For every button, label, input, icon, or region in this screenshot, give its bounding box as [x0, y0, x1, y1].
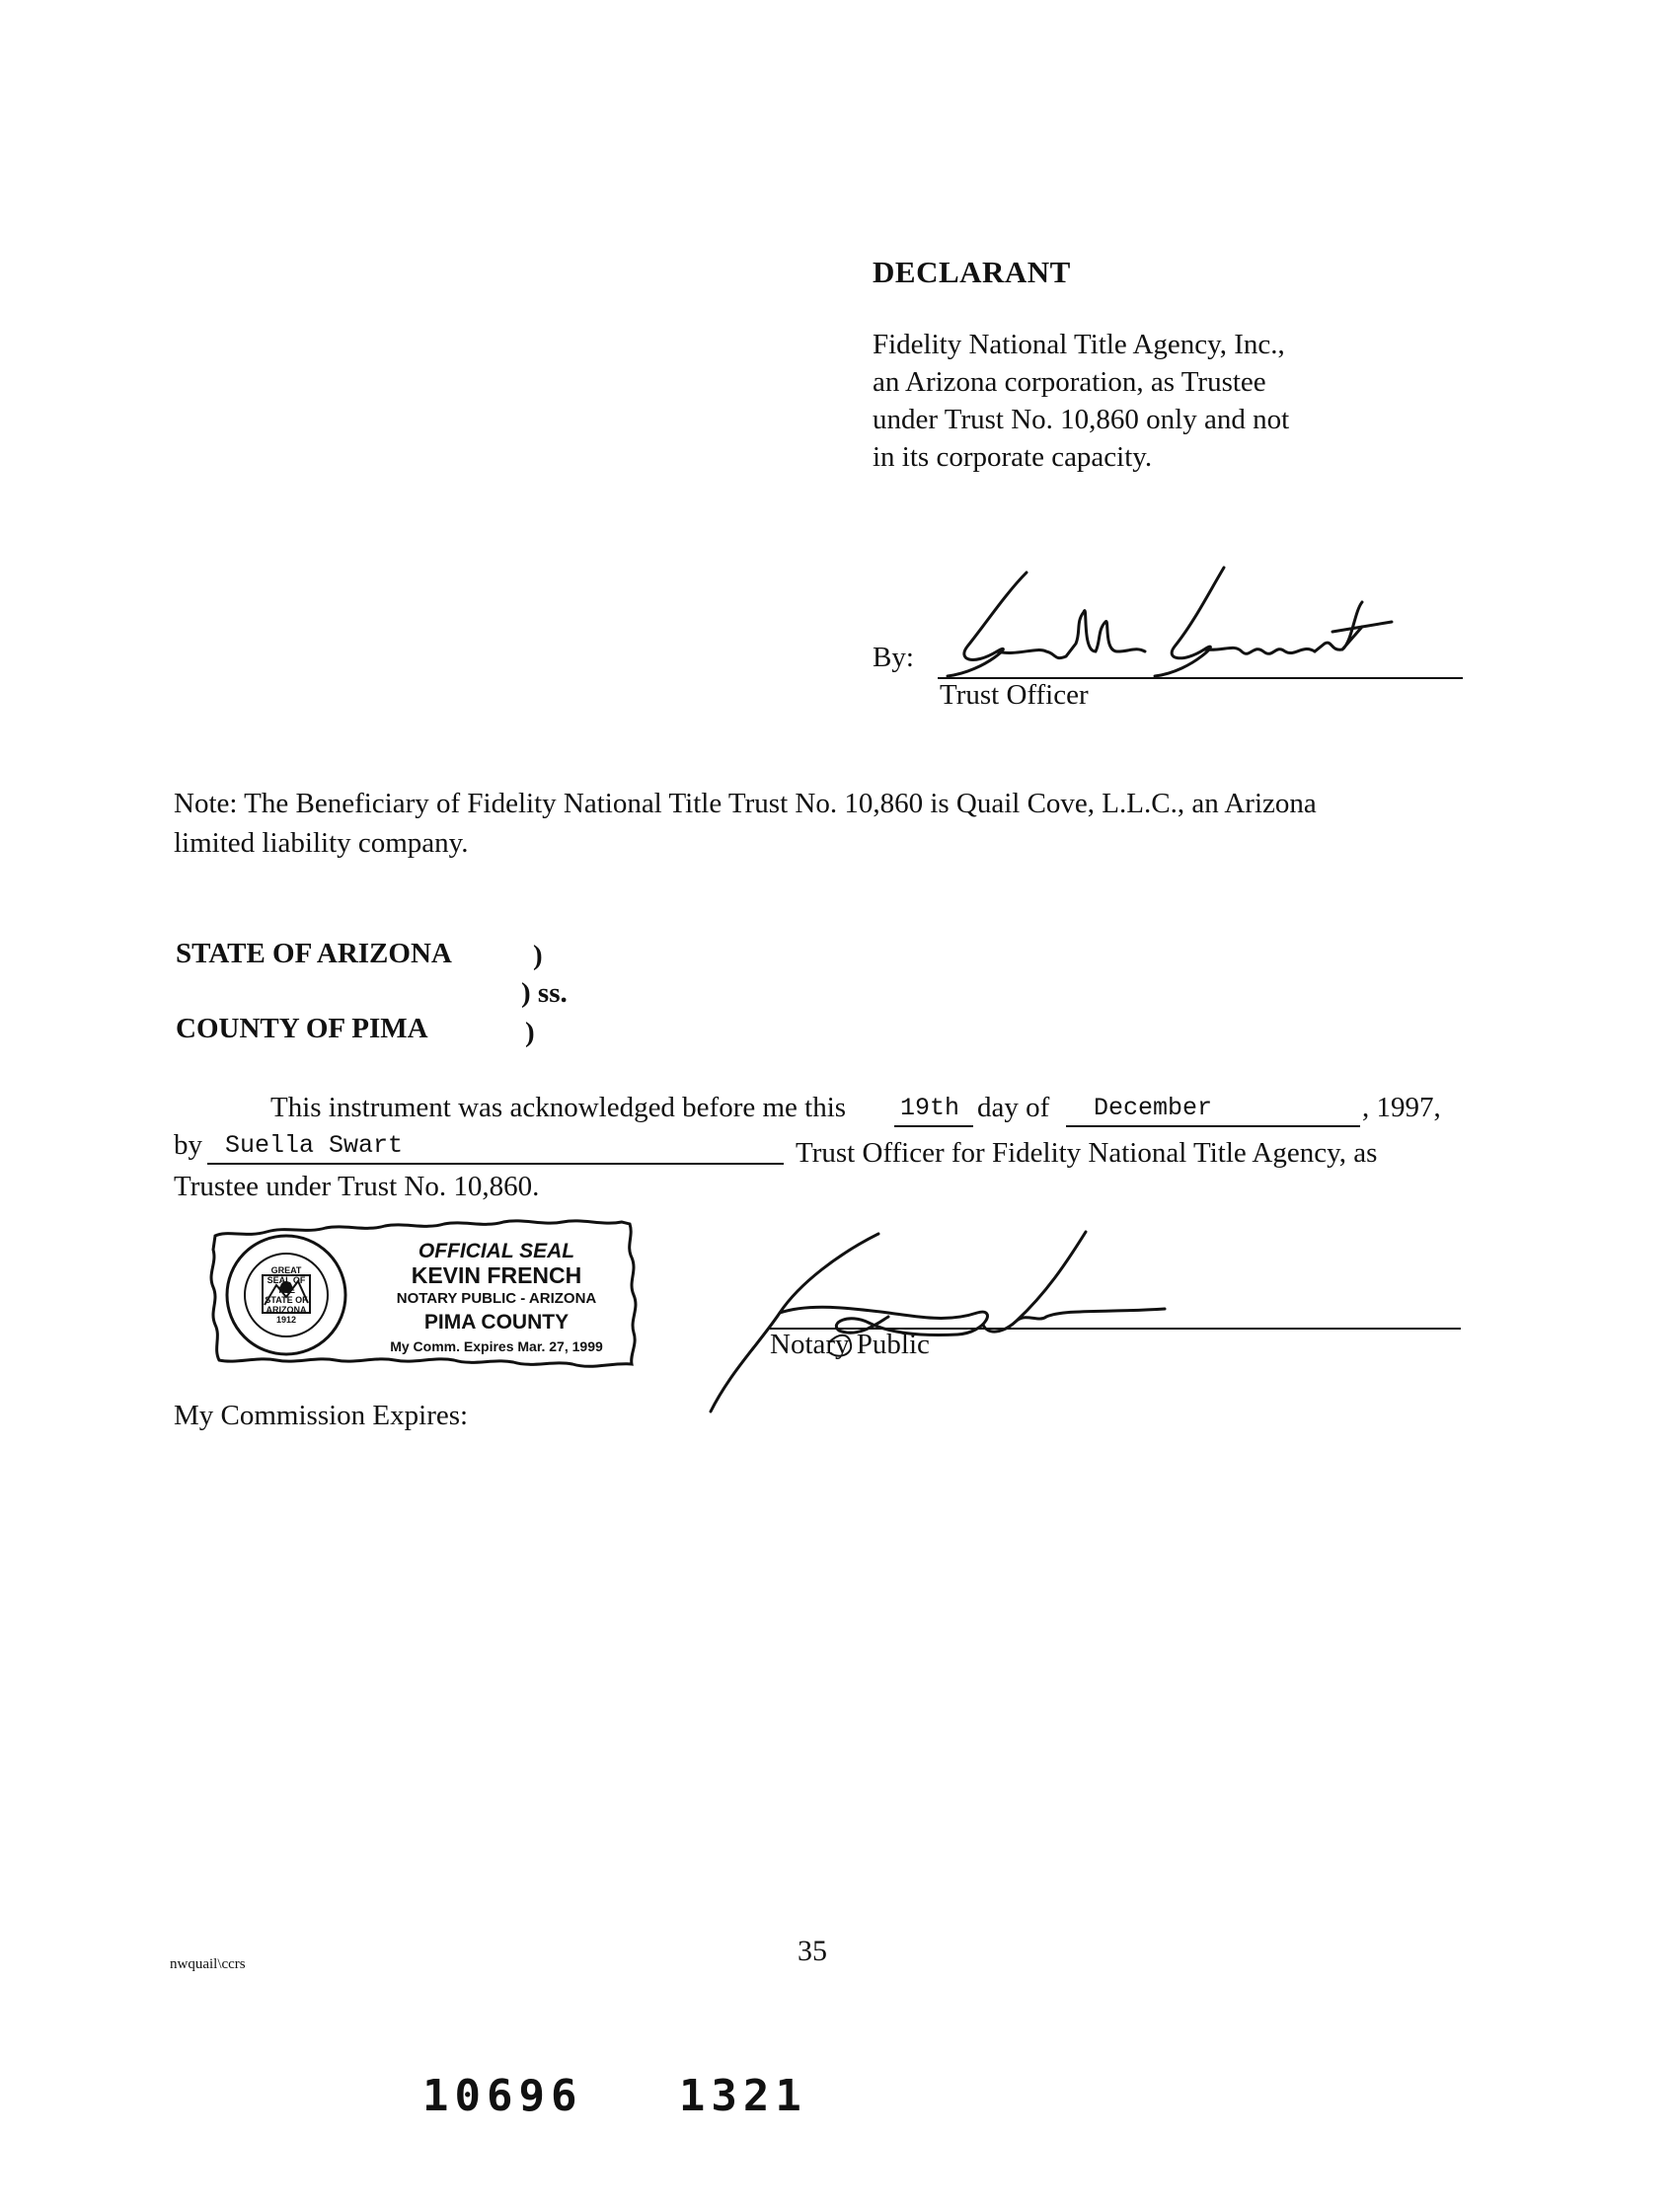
venue-state: STATE OF ARIZONA	[176, 938, 452, 969]
trust-officer-label: Trust Officer	[940, 679, 1089, 711]
ack-text: Trust Officer for Fidelity National Title Agency, as	[796, 1137, 1378, 1169]
ack-text: day of	[977, 1092, 1050, 1123]
ack-text: This instrument was acknowledged before me this	[270, 1092, 847, 1123]
ack-day-line	[894, 1125, 973, 1127]
venue-paren: )	[533, 940, 543, 971]
ack-day: 19th	[900, 1094, 960, 1122]
note-line: limited liability company.	[174, 827, 469, 859]
venue-county: COUNTY OF PIMA	[176, 1013, 428, 1044]
declarant-heading: DECLARANT	[873, 255, 1071, 289]
seal-text-block	[363, 1240, 630, 1358]
ack-name-line	[207, 1163, 784, 1165]
declarant-line: in its corporate capacity.	[873, 441, 1153, 473]
notary-public-label: Notary Public	[770, 1329, 930, 1360]
seal-notary-name: KEVIN FRENCH	[411, 1262, 582, 1288]
ack-text: Trustee under Trust No. 10,860.	[174, 1171, 540, 1202]
seal-expiration: My Comm. Expires Mar. 27, 1999	[390, 1338, 603, 1354]
declarant-line: Fidelity National Title Agency, Inc.,	[873, 329, 1285, 360]
seal-county: PIMA COUNTY	[423, 1311, 570, 1334]
by-label: By:	[873, 642, 914, 673]
venue-ss: ) ss.	[521, 977, 568, 1009]
note-line: Note: The Beneficiary of Fidelity National Title Trust No. 10,860 is Quail Cove, L.L.C., an Arizona	[174, 788, 1317, 819]
notary-signature	[691, 1214, 1244, 1421]
page-number: 35	[798, 1935, 827, 1967]
venue-paren: )	[525, 1017, 535, 1048]
ack-name: Suella Swart	[225, 1131, 404, 1160]
seal-title: OFFICIAL SEAL	[418, 1240, 575, 1262]
recording-number: 10696 1321	[422, 2071, 807, 2121]
seal-emblem-text: GREAT SEAL OF THE STATE OF ARIZONA 1912	[265, 1265, 308, 1325]
commission-expires-label: My Commission Expires:	[174, 1400, 469, 1431]
declarant-line: under Trust No. 10,860 only and not	[873, 404, 1290, 435]
trust-officer-signature	[928, 553, 1402, 691]
declarant-line: an Arizona corporation, as Trustee	[873, 366, 1266, 398]
footer-file-path: nwquail\ccrs	[170, 1956, 246, 1972]
seal-role: NOTARY PUBLIC - ARIZONA	[396, 1290, 597, 1307]
ack-month: December	[1094, 1094, 1213, 1122]
ack-month-line	[1066, 1125, 1360, 1127]
ack-year: , 1997,	[1362, 1092, 1441, 1123]
ack-by-label: by	[174, 1129, 202, 1161]
